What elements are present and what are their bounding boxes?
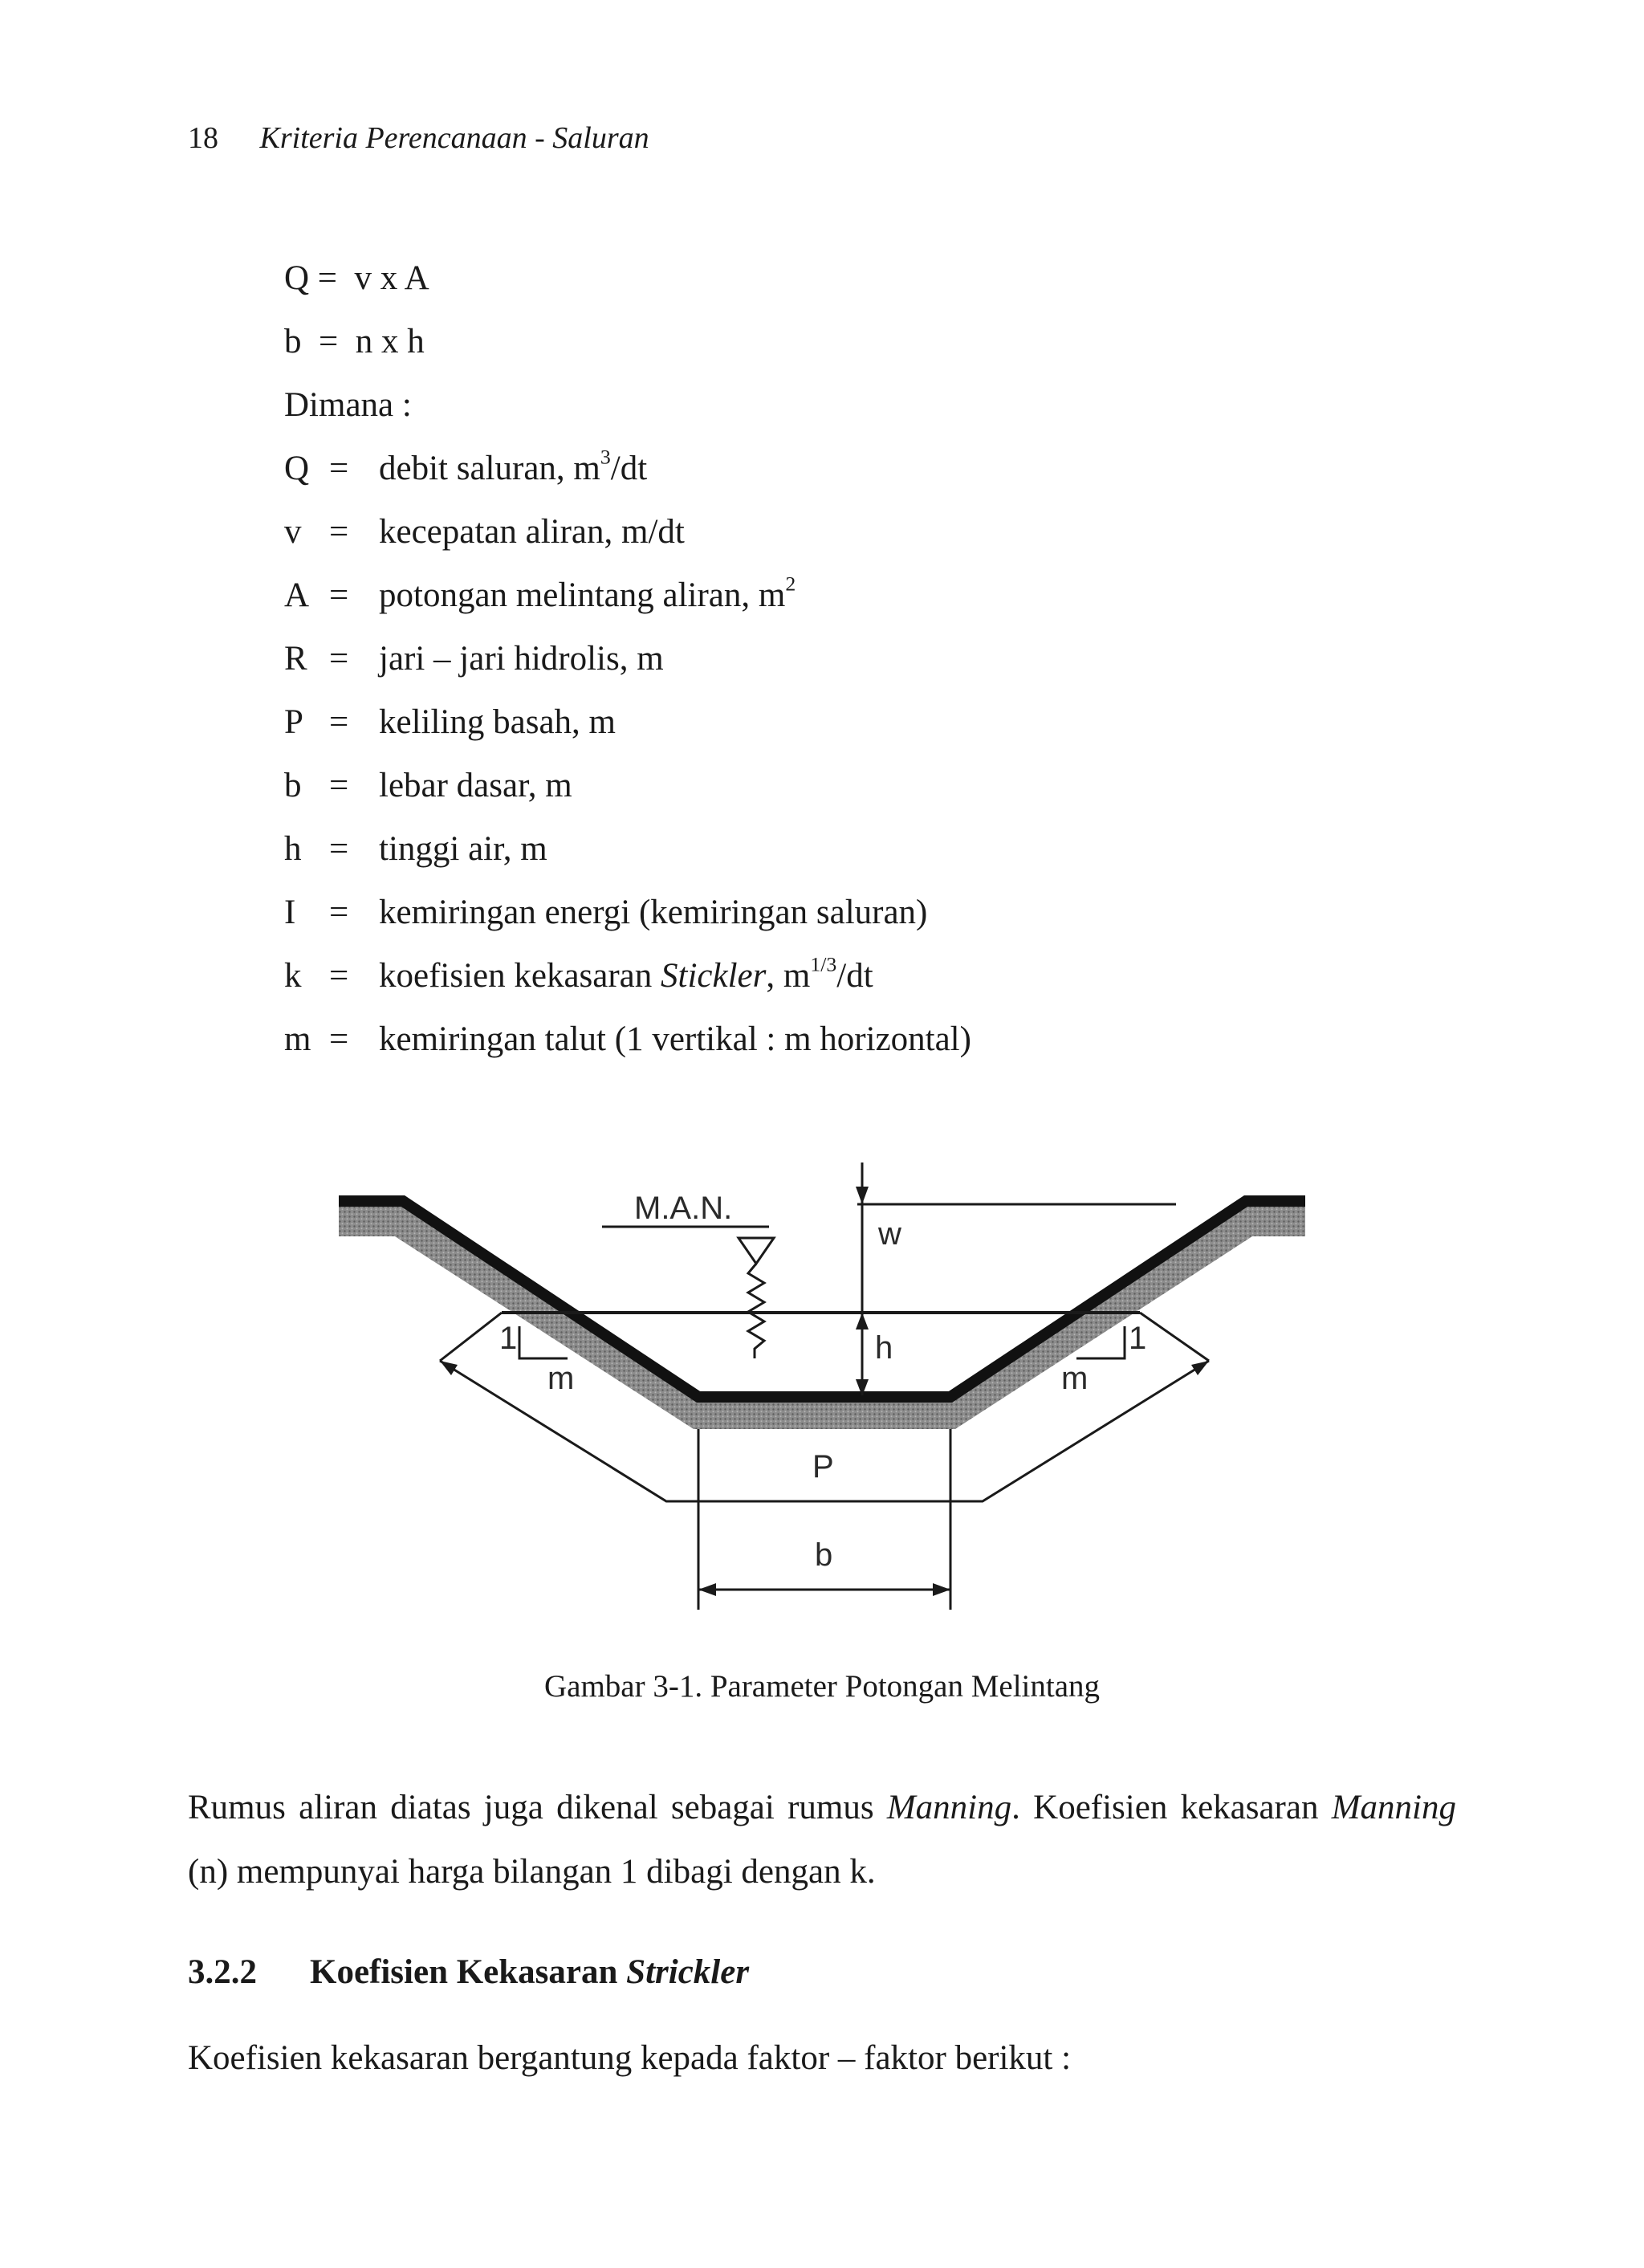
equals-sign: = [329, 957, 349, 995]
man-label: M.A.N. [634, 1191, 733, 1226]
definition-symbol: k [284, 957, 302, 995]
wetted-perimeter-label: P [812, 1449, 834, 1484]
definition-symbol: m [284, 1020, 311, 1058]
formula-discharge: Q = v x A [284, 259, 429, 297]
h-label: h [875, 1330, 893, 1366]
equals-sign: = [329, 830, 349, 868]
definition-text: lebar dasar, m [379, 767, 572, 804]
roughness-paragraph: Koefisien kekasaran bergantung kepada faktor – faktor berikut : [188, 2039, 1072, 2077]
wetted-perimeter-end-right [1140, 1313, 1209, 1361]
slope-one-right-label: 1 [1129, 1321, 1147, 1356]
arrowhead-b-right [933, 1583, 950, 1596]
equals-sign: = [329, 450, 349, 487]
slope-m-right-label: m [1061, 1361, 1089, 1396]
definition-symbol: b [284, 767, 302, 804]
section-number: 3.2.2 [188, 1953, 257, 1991]
equals-sign: = [329, 576, 349, 614]
wetted-perimeter-end-left [440, 1313, 502, 1361]
where-label: Dimana : [284, 386, 412, 424]
definition-symbol: P [284, 703, 303, 741]
slope-m-left-label: m [547, 1361, 575, 1396]
section-title: Koefisien Kekasaran [310, 1953, 627, 1991]
cross-section-diagram [329, 1148, 1316, 1630]
definition-text: kemiringan talut (1 vertikal : m horizontal) [379, 1020, 971, 1058]
figure-caption: Gambar 3-1. Parameter Potongan Melintang [543, 1669, 1101, 1704]
equals-sign: = [329, 1020, 349, 1058]
equals-sign: = [329, 513, 349, 551]
manning-paragraph: Rumus aliran diatas juga dikenal sebagai rumus Manning. Koefisien kekasaran Manning (n) mempunyai harga bilangan 1 dibagi dengan k. [188, 1789, 1456, 1891]
running-title: Kriteria Perencanaan - Saluran [259, 121, 649, 155]
equals-sign: = [329, 894, 349, 931]
equals-sign: = [329, 703, 349, 741]
arrowhead-p-right [1191, 1361, 1209, 1375]
definition-symbol: R [284, 640, 307, 678]
definition-symbol: I [284, 894, 296, 931]
page-header [188, 120, 649, 156]
definition-text: potongan melintang aliran, $m^2$ [379, 572, 796, 614]
definition-symbol: Q [284, 450, 310, 487]
definition-symbol: v [284, 513, 302, 551]
w-label: w [878, 1216, 901, 1252]
definition-text: jari – jari hidrolis, m [379, 640, 664, 678]
definition-text: kecepatan aliran, m/dt [379, 513, 685, 551]
definition-text: koefisien kekasaran Stickler, $m^{1/3}/dt$ [379, 952, 873, 995]
definition-symbol: h [284, 830, 302, 868]
definition-text: tinggi air, m [379, 830, 547, 868]
bottom-width-label: b [815, 1537, 833, 1573]
slope-one-left-label: 1 [499, 1321, 518, 1356]
definition-text: keliling basah, m [379, 703, 616, 741]
channel-bed-line [339, 1201, 1305, 1397]
section-title-italic: Strickler [626, 1953, 750, 1991]
arrowhead-p-left [440, 1361, 458, 1375]
definition-text: kemiringan energi (kemiringan saluran) [379, 894, 928, 931]
definition-symbol: A [284, 576, 310, 614]
definition-text: debit saluran, $m^3/dt$ [379, 445, 648, 487]
formula-width: b = n x h [284, 323, 425, 360]
section-heading [188, 1952, 749, 1992]
arrowhead-w-down [856, 1187, 869, 1204]
page-number: 18 [188, 121, 218, 155]
equals-sign: = [329, 767, 349, 804]
cross-section-figure [329, 1148, 1316, 1630]
water-level-icon [739, 1238, 774, 1264]
equals-sign: = [329, 640, 349, 678]
arrowhead-b-left [698, 1583, 716, 1596]
